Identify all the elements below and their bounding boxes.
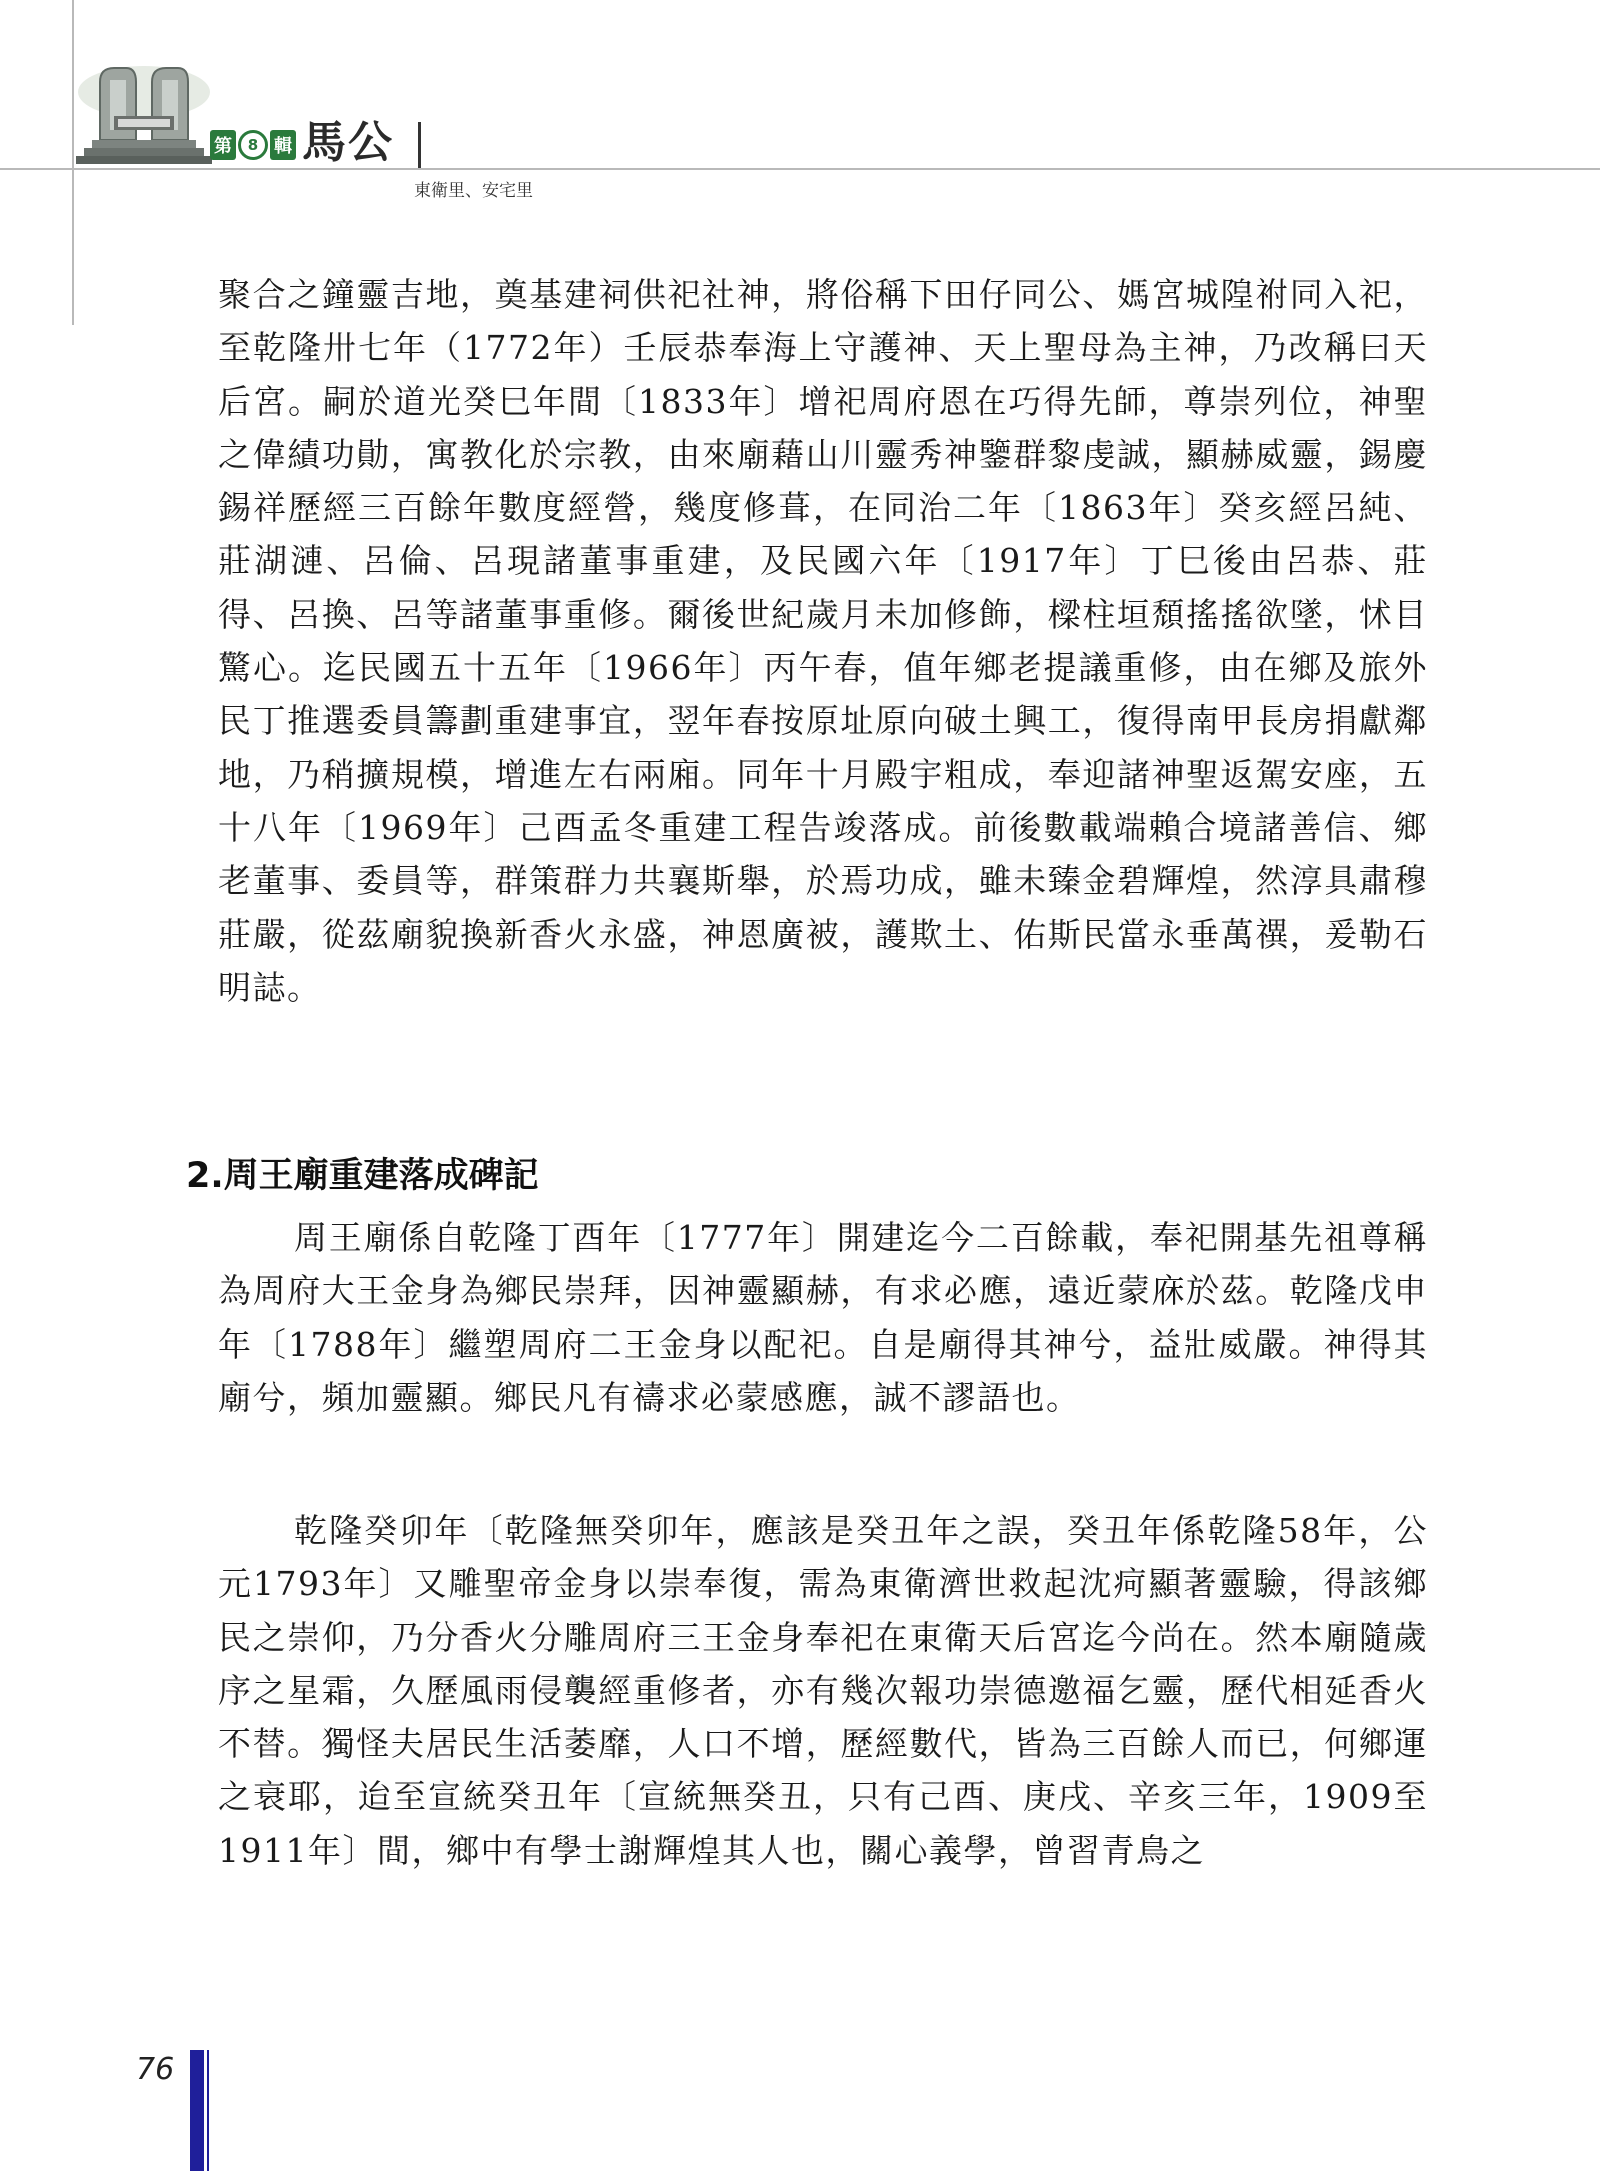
- body-paragraph: 周王廟係自乾隆丁酉年〔1777年〕開建迄今二百餘載，奉祀開基先祖尊稱為周府大王金身為鄉民崇拜，因神靈顯赫，有求必應，遠近蒙庥於茲。乾隆戊申年〔1788年〕繼塑周府二王金身以配祀。自是廟得其神兮，益壯威嚴。神得其廟兮，頻加靈顯。鄉民凡有禱求必蒙感應，誠不謬語也。: [218, 1218, 1428, 1417]
- volume-badge-prefix: 第: [210, 130, 236, 160]
- page-number: 76: [136, 2052, 175, 2087]
- chapter-subtitle: 東衛里、安宅里: [414, 181, 533, 201]
- section-heading: 2.周王廟重建落成碑記: [186, 1156, 539, 1196]
- book-title: 馬公: [302, 117, 394, 168]
- title-separator: [418, 122, 421, 168]
- footer-bar-line: [207, 2050, 209, 2171]
- body-paragraph: 聚合之鐘靈吉地，奠基建祠供祀社神，將俗稱下田仔同公、媽宮城隍祔同入祀，至乾隆卅七年（1772年）壬辰恭奉海上守護神、天上聖母為主神，乃改稱曰天后宮。嗣於道光癸巳年間〔1833年〕增祀周府恩在巧得先師，尊崇列位，神聖之偉績功勛，寓教化於宗教，由來廟藉山川靈秀神鑒群黎虔誠，顯赫威靈，錫慶錫祥歷經三百餘年數度經營，幾度修葺，在同治二年〔1863年〕癸亥經呂純、莊湖漣、呂倫、呂現諸董事重建，及民國六年〔1917年〕丁巳後由呂恭、莊得、呂換、呂等諸董事重修。爾後世紀歲月未加修飾，樑柱垣頹搖搖欲墜，怵目驚心。迄民國五十五年〔1966年〕丙午春，值年鄉老提議重修，由在鄉及旅外民丁推選委員籌劃重建事宜，翌年春按原址原向破土興工，復得南甲長房捐獻鄰地，乃稍擴規模，增進左右兩廂。同年十月殿宇粗成，奉迎諸神聖返駕安座，五十八年〔1969年〕己酉孟冬重建工程告竣落成。前後數載端賴合境諸善信、鄉老董事、委員等，群策群力共襄斯舉，於焉功成，雖未臻金碧輝煌，然淳具肅穆莊嚴，從茲廟貌換新香火永盛，神恩廣被，護欺土、佑斯民當永垂萬禩，爰勒石明誌。: [218, 275, 1428, 1007]
- monument-emblem-icon: [74, 62, 214, 166]
- volume-badge-suffix: 輯: [270, 130, 296, 160]
- volume-badge-number: 8: [238, 130, 268, 160]
- footer-bar: [190, 2050, 204, 2171]
- body-paragraph: 乾隆癸卯年〔乾隆無癸卯年，應該是癸丑年之誤，癸丑年係乾隆58年，公元1793年〕又雕聖帝金身以崇奉復，需為東衛濟世救起沈疴顯著靈驗，得該鄉民之崇仰，乃分香火分雕周府三王金身奉祀在東衛天后宮迄今尚在。然本廟隨歲序之星霜，久歷風雨侵襲經重修者，亦有幾次報功崇德邀福乞靈，歷代相延香火不替。獨怪夫居民生活萎靡，人口不增，歷經數代，皆為三百餘人而已，何鄉運之衰耶，迨至宣統癸丑年〔宣統無癸丑，只有己酉、庚戌、辛亥三年，1909至1911年〕間，鄉中有學士謝輝煌其人也，關心義學，曾習青鳥之: [218, 1511, 1428, 1870]
- volume-badge: [210, 130, 296, 160]
- header-horizontal-rule: [0, 168, 1600, 170]
